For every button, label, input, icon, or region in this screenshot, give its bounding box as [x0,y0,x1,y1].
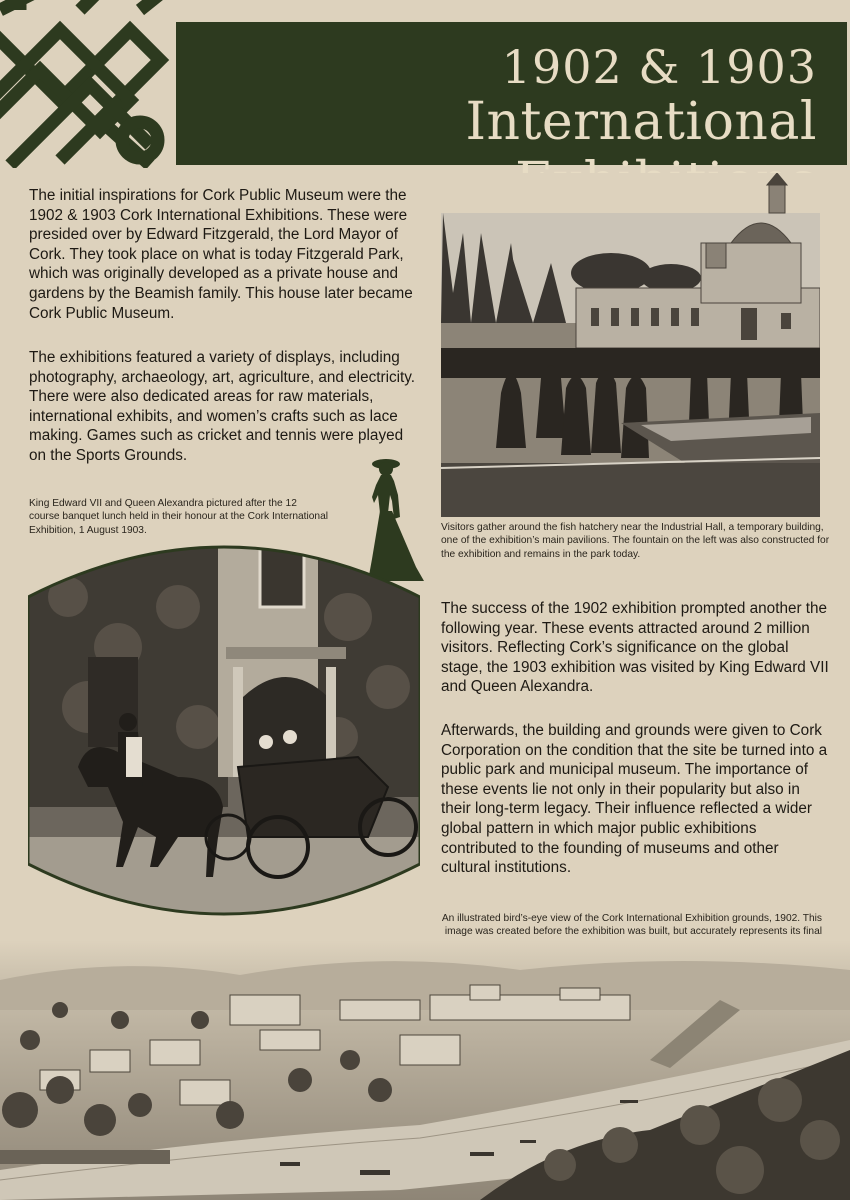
title-banner [176,22,847,165]
legacy-paragraph: Afterwards, the building and grounds were given to Cork Corporation on the condition that the site be turned into a public park and municipal museum. The importance of these events lie not only in their popularity but also in their long-term legacy. Their influence reflected a wider global pattern in which major public exhibitions contributed to the founding of museums and other cultural institutions. [441,722,828,877]
page-title: International [465,92,817,152]
royal-visit-caption: King Edward VII and Queen Alexandra pictured after the 12 course banquet lunch held in their honour at the Cork International Exhibition, 1 August 1903. [29,498,329,536]
intro-paragraph: The initial inspirations for Cork Public Museum were the 1902 & 1903 Cork International Exhibitions. These were presided over by Edward Fitzgerald, the Lord Mayor of Cork. They took place on what is today Fitzgerald Park, which was originally developed as a private house and gardens by the Beamish family. This house later became Cork Public Museum. [29,187,413,322]
displays-paragraph: The exhibitions featured a variety of displays, including photography, archaeology, art, agriculture, and electricity. There were also dedicated areas for raw materials, international exhibits, and women’s crafts such as lace making. Games such as cricket and tennis were played on the Sports Grounds. [29,349,416,464]
page-title-years: 1902 & 1903 [501,40,817,94]
royal-carriage-photo [28,537,420,924]
success-paragraph: The success of the 1902 exhibition prompted another the following year. These events attracted around 2 million visitors. Reflecting Cork’s significance on the global stage, the 1903 exhibition was visited by King Edward VII and Queen Alexandra. [441,600,829,696]
celtic-knot-icon [0,0,172,168]
birds-eye-caption: An illustrated bird’s-eye view of the Cork International Exhibition grounds, 1902. This image was created before the exhibition was built, but accurately represents its final [441,913,822,938]
fish-hatchery-caption: Visitors gather around the fish hatchery near the Industrial Hall, a temporary building, one of the exhibition’s main pavilions. The fountain on the left was also constructed for the exhibition and remains in the park today. [441,522,830,560]
fish-hatchery-photo [441,173,820,517]
birds-eye-illustration [0,940,850,1200]
